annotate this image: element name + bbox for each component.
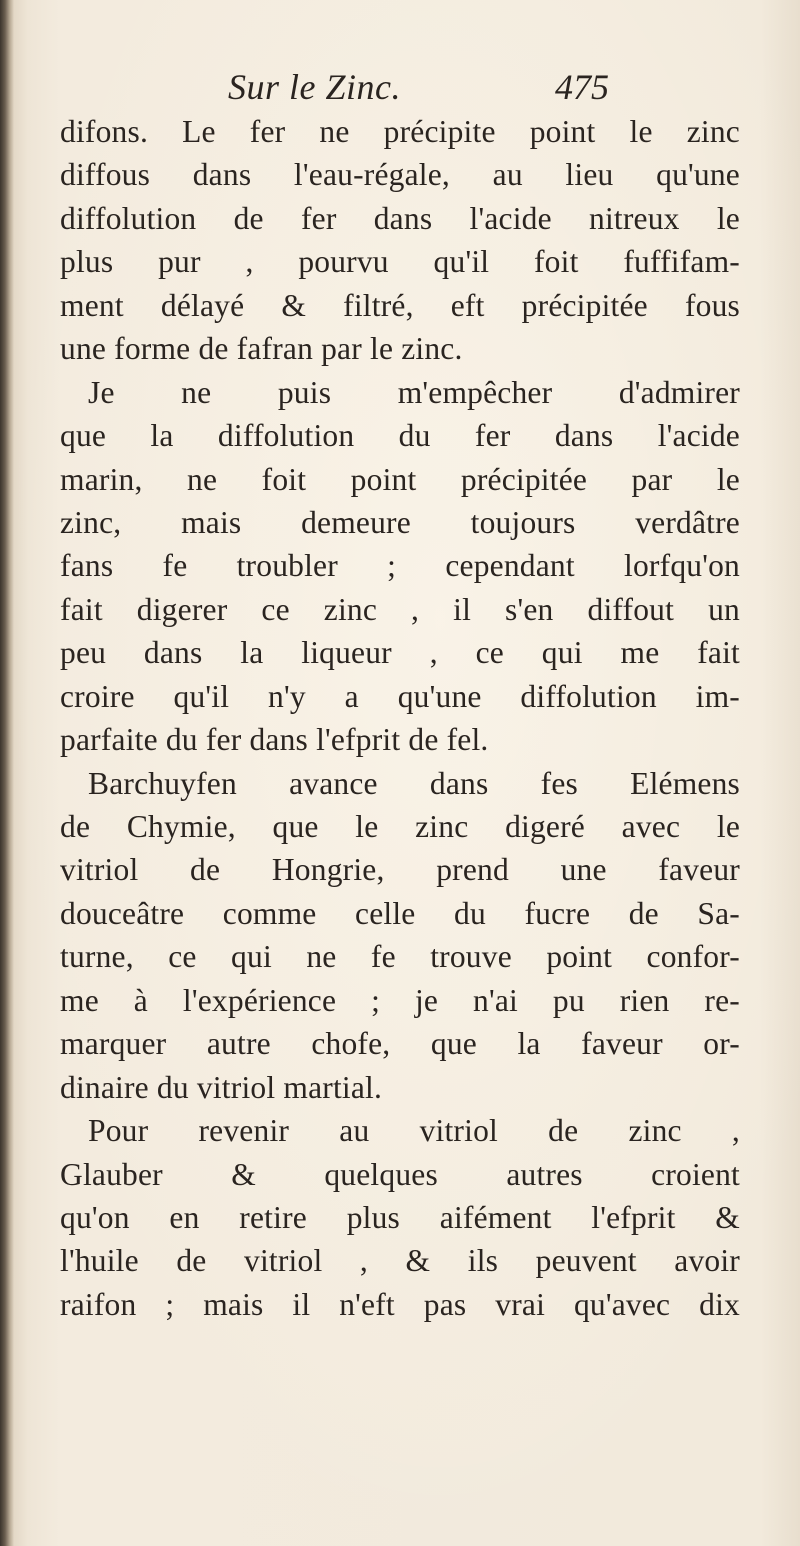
- text-line: peu dans la liqueur , ce qui me fait: [60, 635, 740, 671]
- text-line: diffous dans l'eau-régale, au lieu qu'une: [60, 157, 740, 193]
- text-line: vitriol de Hongrie, prend une faveur: [60, 852, 740, 888]
- text-line: zinc, mais demeure toujours verdâtre: [60, 504, 740, 540]
- text-line: diffolution de fer dans l'acide nitreux le: [60, 200, 740, 236]
- text-line: qu'on en retire plus aifément l'efprit &: [60, 1199, 740, 1235]
- text-line: me à l'expérience ; je n'ai pu rien re-: [60, 982, 740, 1018]
- text-line: Pour revenir au vitriol de zinc ,: [88, 1113, 740, 1149]
- book-binding-edge: [0, 0, 14, 1546]
- running-head-title: Sur le Zinc.: [228, 67, 401, 107]
- text-line: parfaite du fer dans l'efprit de fel.: [60, 722, 489, 758]
- text-line: difons. Le fer ne précipite point le zinc: [60, 114, 740, 149]
- text-line: turne, ce qui ne fe trouve point confor-: [60, 939, 740, 975]
- text-line: fans fe troubler ; cependant lorfqu'on: [60, 548, 740, 584]
- text-line: douceâtre comme celle du fucre de Sa-: [60, 895, 740, 931]
- text-line: l'huile de vitriol , & ils peuvent avoir: [60, 1243, 740, 1279]
- text-line: raifon ; mais il n'eft pas vrai qu'avec dix: [60, 1286, 740, 1322]
- text-line: Glauber & quelques autres croient: [60, 1156, 740, 1192]
- page-number: 475: [555, 67, 609, 107]
- text-line: de Chymie, que le zinc digeré avec le: [60, 809, 740, 844]
- text-line: marquer autre chofe, que la faveur or-: [60, 1026, 740, 1062]
- text-line: que la diffolution du fer dans l'acide: [60, 418, 740, 454]
- text-line: plus pur , pourvu qu'il foit fuffifam-: [60, 244, 740, 280]
- body-text: [60, 110, 740, 1326]
- text-line: dinaire du vitriol martial.: [60, 1069, 383, 1105]
- text-line: croire qu'il n'y a qu'une diffolution im-: [60, 678, 740, 714]
- text-line: ment délayé & filtré, eft précipitée fous: [60, 287, 740, 323]
- running-head: [228, 66, 628, 116]
- text-line: marin, ne foit point précipitée par le: [60, 461, 740, 497]
- text-line: Barchuyfen avance dans fes Elémens: [88, 765, 740, 801]
- text-line: Je ne puis m'empêcher d'admirer: [88, 374, 740, 410]
- text-line: fait digerer ce zinc , il s'en diffout un: [60, 591, 740, 627]
- text-line: une forme de fafran par le zinc.: [60, 331, 463, 367]
